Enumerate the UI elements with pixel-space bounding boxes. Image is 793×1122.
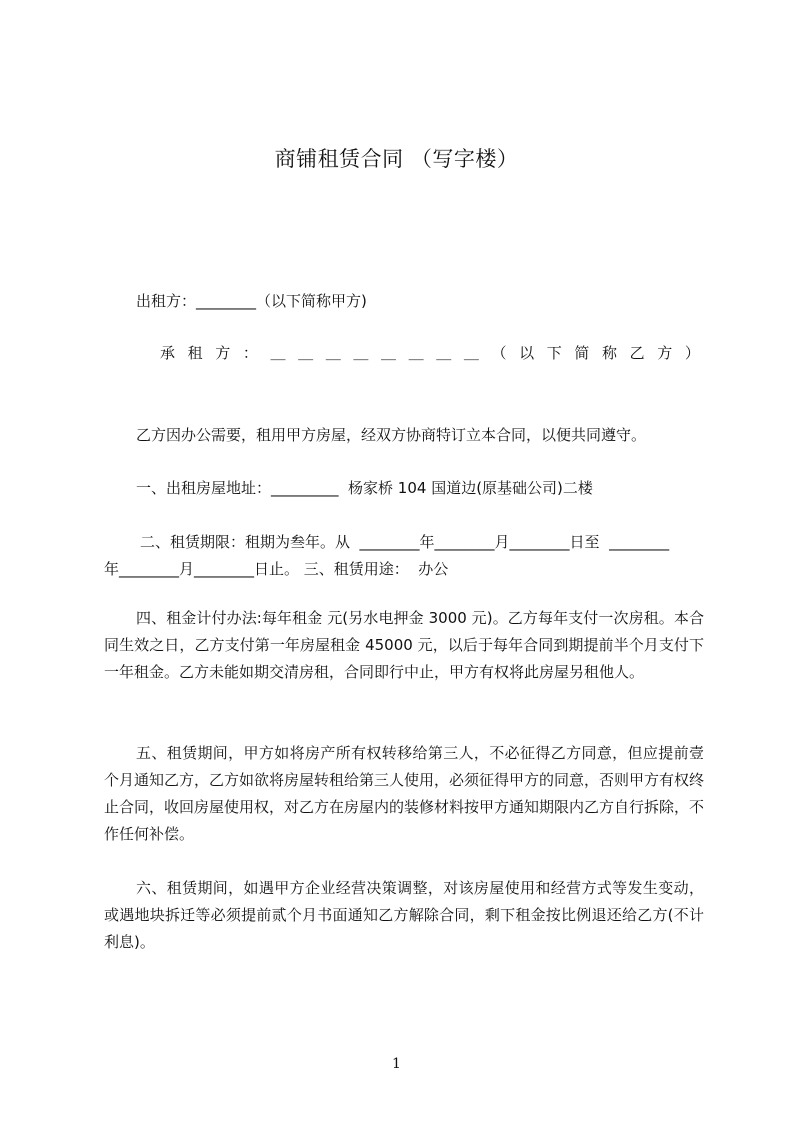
lessee-char: 方	[657, 344, 673, 362]
clause-1-address: 一、出租房屋地址：_________ 杨家桥 104 国道边(原基础公司)二楼	[136, 479, 593, 497]
lessee-char: ＿	[353, 344, 369, 362]
lessee-char: 下	[546, 344, 562, 362]
lessee-char: ＿	[325, 344, 341, 362]
clause-2-line-2: 年________月________日止。 三、租赁用途： 办公	[104, 560, 449, 578]
lessee-char: 承	[160, 344, 176, 362]
lessor-line: 出租方：________（以下简称甲方)	[136, 292, 367, 310]
lessee-char: ＿	[436, 344, 452, 362]
lessee-char: （	[491, 344, 507, 362]
lessee-char: ：	[242, 344, 258, 362]
lessee-char: ＿	[463, 344, 479, 362]
clause-4-paragraph: 四、租金计付办法:每年租金 元(另水电押金 3000 元)。乙方每年支付一次房租。本合同生效之日，乙方支付第一年房屋租金 45000 元，以后于每年合同到期提前半个月支付下一年租金。乙方未能如期交清房租，合同即行中止，甲方有权将此房屋另租他人。	[104, 609, 704, 681]
lessee-char: 租	[187, 344, 203, 362]
lessee-char: ＿	[270, 344, 286, 362]
lessee-char: ）	[684, 344, 700, 362]
preamble-paragraph: 乙方因办公需要，租用甲方房屋，经双方协商特订立本合同，以便共同遵守。	[136, 426, 647, 444]
page-title: 商铺租赁合同 （写字楼）	[274, 147, 519, 171]
clause-2-line-1: 二、租赁期限：租期为叁年。从 ________年________月________日至 ________	[140, 533, 670, 551]
lessee-char: ＿	[408, 344, 424, 362]
lessee-char: 称	[602, 344, 618, 362]
lessee-char: ＿	[298, 344, 314, 362]
lessee-char: 以	[519, 344, 535, 362]
lessee-char: 乙	[629, 344, 645, 362]
lessee-char: ＿	[381, 344, 397, 362]
clause-6-paragraph: 六、租赁期间，如遇甲方企业经营决策调整，对该房屋使用和经营方式等发生变动，或遇地块拆迁等必须提前贰个月书面通知乙方解除合同，剩下租金按比例退还给乙方(不计利息)。	[104, 879, 704, 951]
lessee-line	[160, 343, 700, 363]
page-number: 1	[392, 1056, 401, 1072]
clause-5-paragraph: 五、租赁期间，甲方如将房产所有权转移给第三人，不必征得乙方同意，但应提前壹个月通知乙方，乙方如欲将房屋转租给第三人使用，必须征得甲方的同意，否则甲方有权终止合同，收回房屋使用权，对乙方在房屋内的装修材料按甲方通知期限内乙方自行拆除，不作任何补偿。	[104, 744, 705, 843]
lessee-char: 方	[215, 344, 231, 362]
lessee-char: 简	[574, 344, 590, 362]
